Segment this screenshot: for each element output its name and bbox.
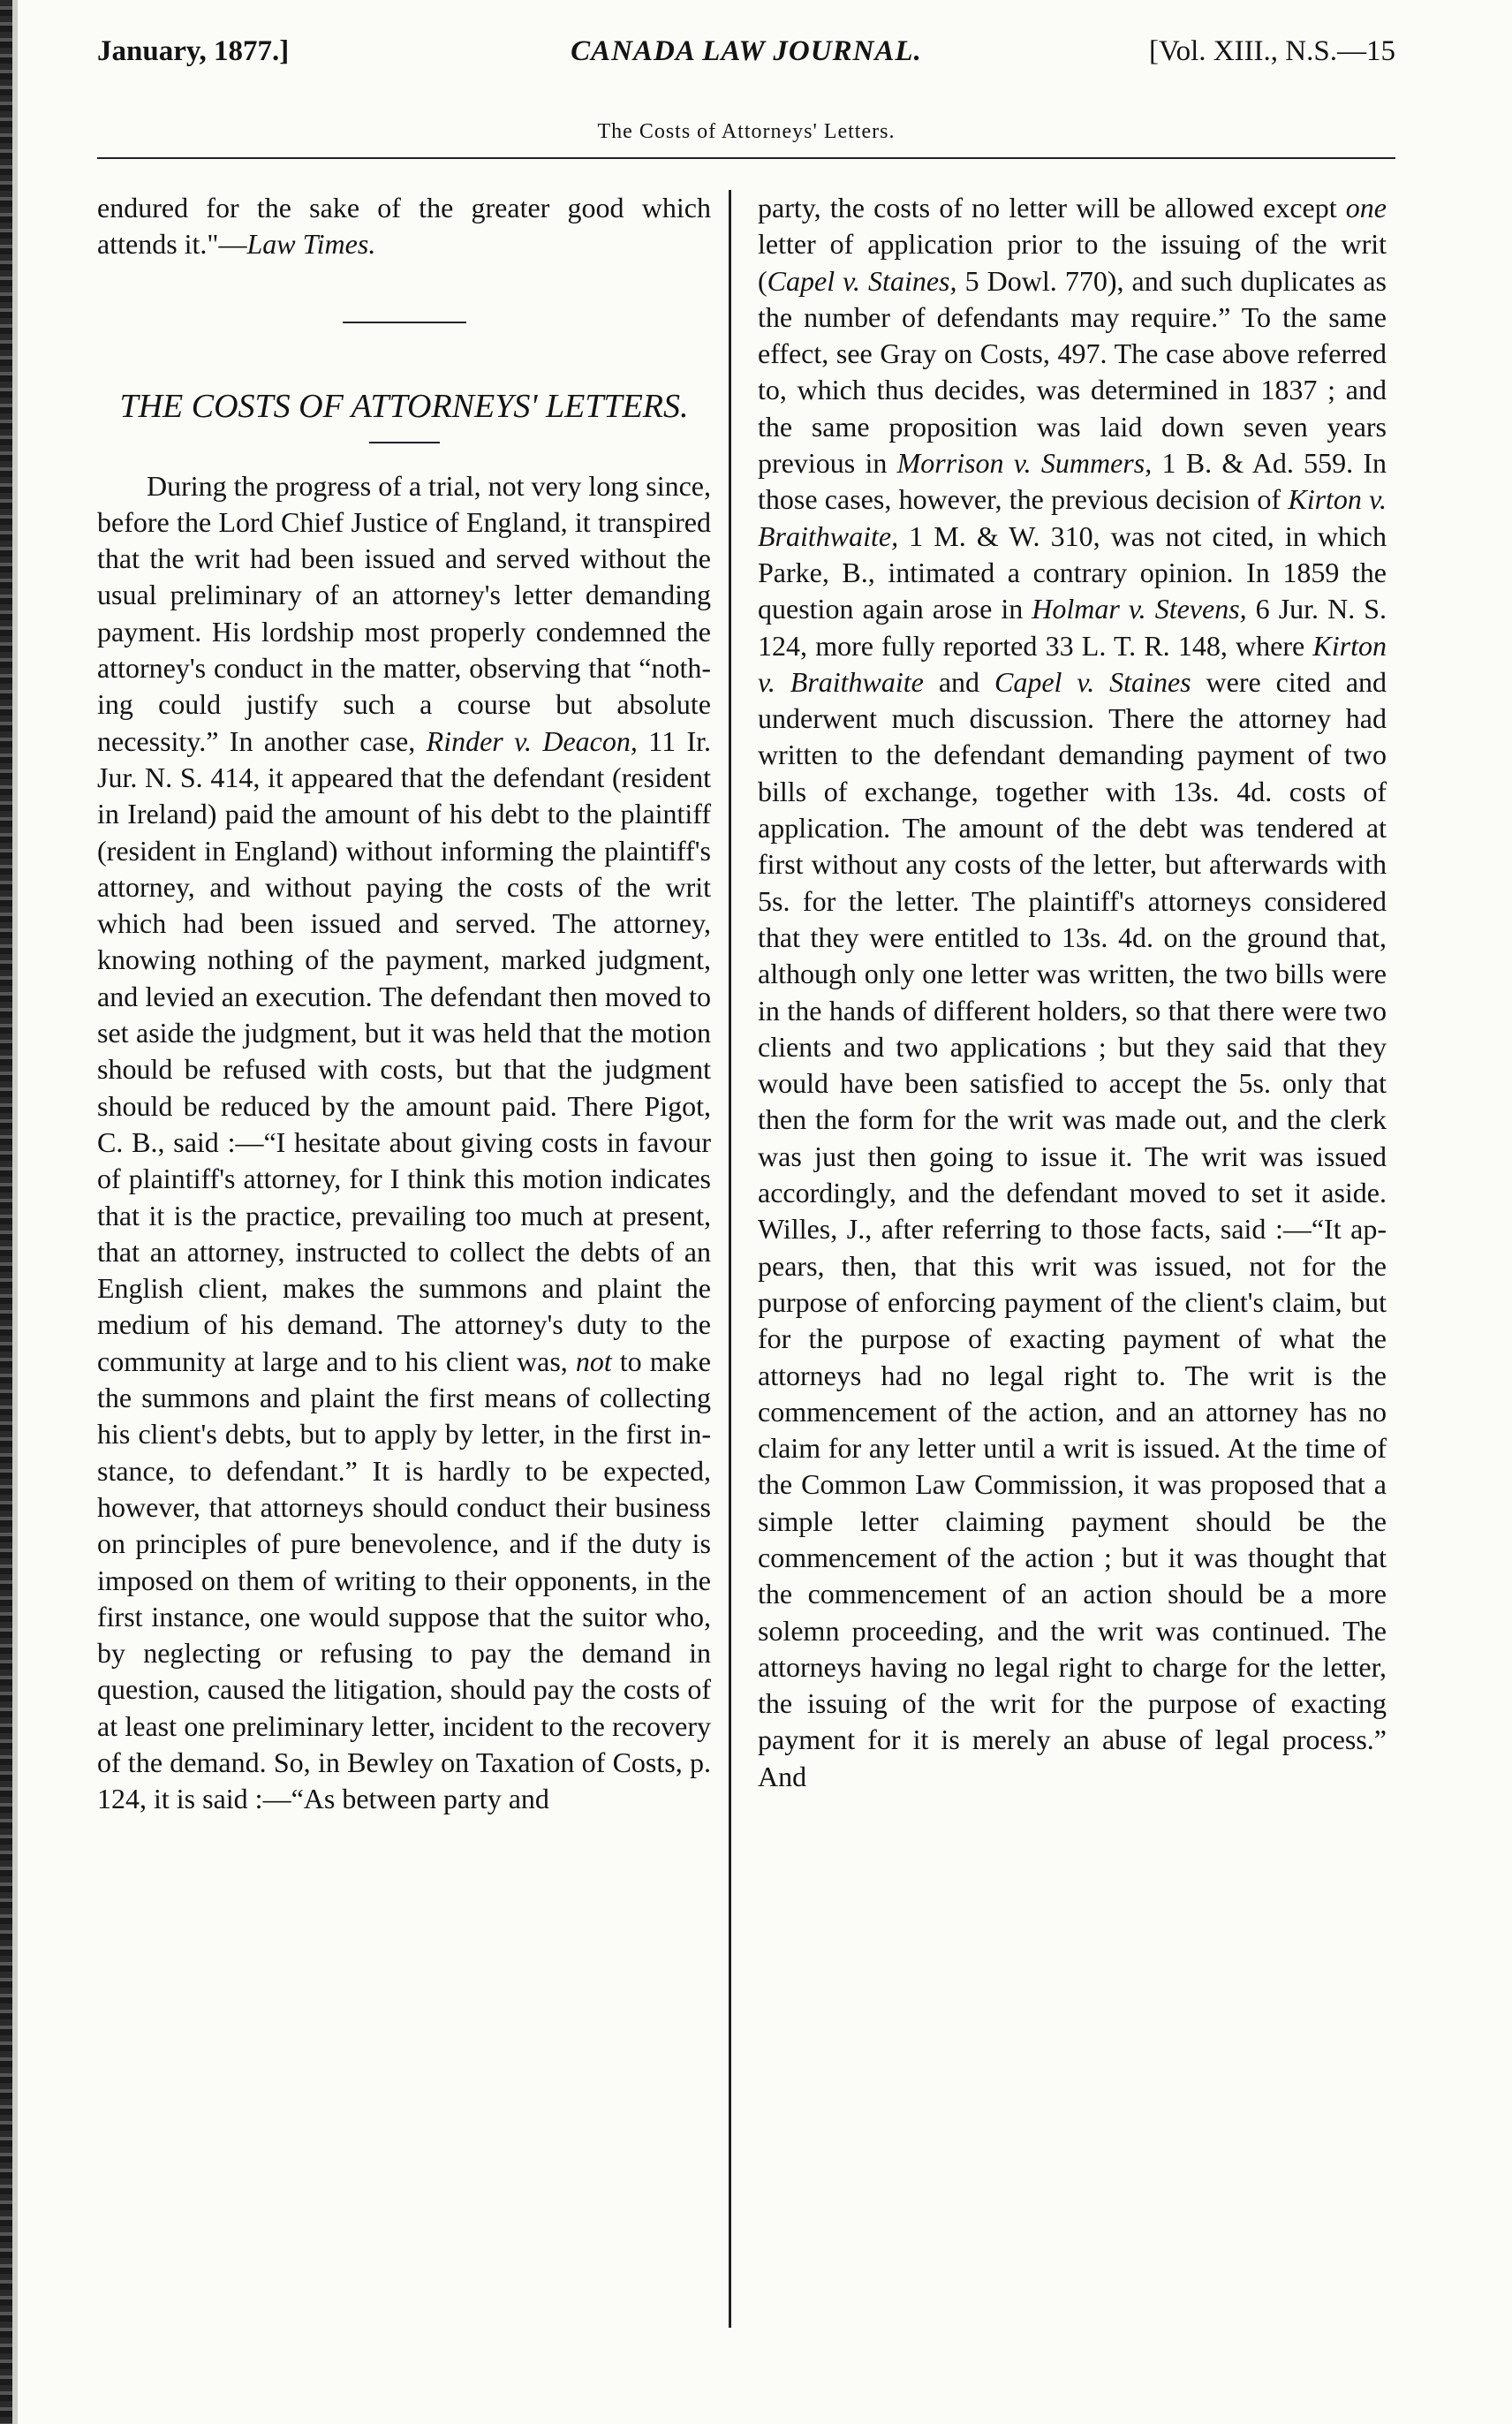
previous-article-ending	[97, 190, 711, 263]
paragraph-text: 1 B. & Ad. 559. In those cases, however, the previous decision of	[758, 447, 1387, 516]
paragraph-continued	[758, 190, 1387, 1795]
section-subheader: The Costs of Attorneys' Letters.	[597, 120, 896, 143]
intro-text: endured for the sake of the greater good which attends it."—	[97, 192, 711, 261]
case-citation: Capel v. Staines,	[767, 264, 957, 297]
case-citation: Rinder v. Deacon,	[426, 724, 638, 757]
paragraph-text: letter of application prior to the issuing of the writ (	[758, 228, 1387, 297]
paragraph-text: 6 Jur. N. S. 124, more fully reported 33 L. T. R. 148, where	[758, 593, 1387, 662]
separator-rule	[343, 322, 466, 323]
header-journal-title: CANADA LAW JOURNAL.	[571, 35, 922, 67]
paragraph-text: 5 Dowl. 770), and such duplicates as the number of defendants may require.” To the same effect, see Gray on Costs, 497. The case above referred to, which thus decides, was determined in 1837 ; and the same proposition was laid down seven years previous in	[758, 264, 1387, 480]
article-title: THE COSTS OF ATTORNEYS' LETTERS.	[119, 387, 689, 425]
title-underline	[369, 442, 440, 443]
binding-edge	[0, 0, 12, 2424]
column-divider	[729, 190, 731, 2328]
header-volume: [Vol. XIII., N.S.—15	[1149, 35, 1395, 67]
header-date: January, 1877.]	[97, 35, 290, 67]
paragraph-text: and	[923, 665, 994, 698]
emphasis: one	[1345, 192, 1387, 223]
header-rule	[97, 157, 1395, 159]
case-citation: Kirton v. Braithwaite,	[758, 483, 1387, 552]
paragraph-text: 1 M. & W. 310, was not cited, in which Parke, B., intimated a contrary opinion. In 1859 the question again arose in	[758, 519, 1387, 625]
paragraph	[97, 468, 711, 1818]
case-citation: Morrison v. Summers,	[896, 447, 1153, 480]
running-head	[97, 27, 1395, 80]
intro-source: Law Times.	[246, 228, 376, 261]
case-citation: Holmar v. Stevens,	[1032, 593, 1247, 625]
paragraph-text: party, the costs of no letter will be allowed except	[758, 192, 1346, 223]
paragraph-text: were cited and underwent much discussion. There the attorney had written to the defendant demanding payment of two bills of exchange, together with 13s. 4d. costs of application. The amount of the debt was tendered at first without any costs of the letter, but afterwards with 5s. for the letter. The plaintiff's attorneys considered that they were entitled to 13s. 4d. on the ground that, although only one letter was written, the two bills were in the hands of different holders, so that there were two clients and two applications ; but they said that they would have been satisfied to accept the 5s. only that then the form for the writ was made out, and the clerk was just then going to issue it. The writ was issued accordingly, and the defendant moved to set it aside. Willes, J., after referring to those facts, said :—“It appears, then, that this writ was issued, not for the purpose of enforcing payment of the client's claim, but for the purpose of exacting payment of what the attorneys had no legal right to. The writ is the commencement of the action, and an attorney has no claim for any letter until a writ is issued. At the time of the Common Law Commission, it was proposed that a simple letter claiming payment should be the commencement of the action ; but it was thought that the commencement of an action should be a more solemn proceeding, and the writ was continued. The attorneys having no legal right to charge for the letter, the issuing of the writ for the purpose of exacting payment for it is merely an abuse of legal process.” And	[758, 665, 1387, 1792]
left-column	[97, 190, 711, 1818]
paragraph-text: 11 Ir. Jur. N. S. 414, it appeared that the defendant (resident in Ireland) paid the amount of his debt to the plaintiff (resident in England) without informing the plaintiff's attorney, and without paying the costs of the writ which had been issued and served. The attorney, knowing nothing of the payment, marked judgment, and levied an execution. The defendant then moved to set aside the judgment, but it was held that the motion should be refused with costs, but that the judgment should be reduced by the amount paid. There Pigot, C. B., said :—“I hesitate about giving costs in favour of plaintiff's attorney, for I think this motion indicates that it is the practice, prevailing too much at present, that an attorney, instructed to collect the debts of an English client, makes the summons and plaint the medium of his demand. The attorney's duty to the community at large and to his client was,	[97, 724, 712, 1377]
emphasis: not	[575, 1345, 612, 1377]
case-citation: Capel v. Staines	[994, 665, 1191, 698]
case-citation: Kirton v. Braithwaite	[758, 629, 1387, 698]
paragraph-text: During the progress of a trial, not very long since, before the Lord Chief Justice of England, it transpired that the writ had been issued and served without the usual preliminary of an attorney's letter demanding payment. His lordship most properly condemned the attorney's conduct in the matter, observing that “nothing could justify such a course but absolute necessity.” In another case,	[97, 469, 711, 757]
right-column	[758, 190, 1387, 1795]
page-edge	[12, 0, 18, 2424]
paragraph-text: to make the summons and plaint the first means of collecting his client's debts, but to apply by letter, in the first instance, to defendant.” It is hardly to be expected, however, that attorneys should conduct their business on principles of pure benevolence, and if the duty is imposed on them of writing to their opponents, in the first instance, one would suppose that the suitor who, by neglecting or refusing to pay the demand in question, caused the litigation, should pay the costs of at least one preliminary letter, incident to the recovery of the demand. So, in Bewley on Taxation of Costs, p. 124, it is said :—“As between party and	[97, 1345, 712, 1815]
